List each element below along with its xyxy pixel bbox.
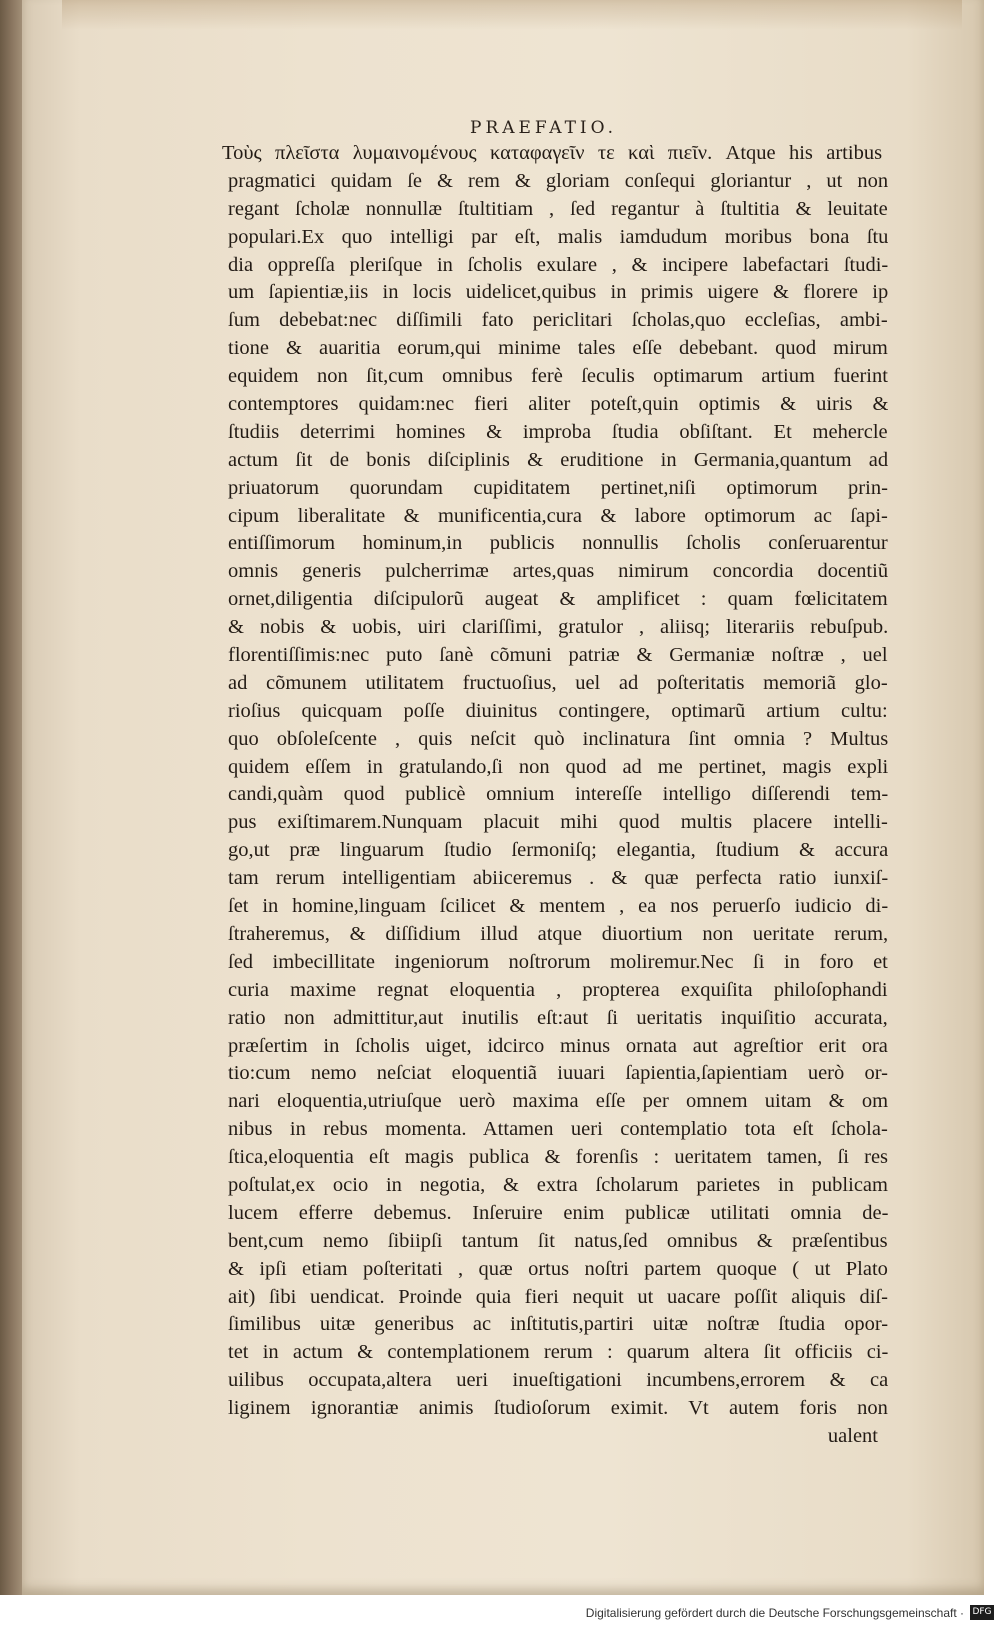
- text-line: nari eloquentia,utriuſque uerò maxima eſſe per omnem uitam & om: [228, 1090, 888, 1113]
- text-line: dia oppreſſa pleriſque in ſcholis exulare , & incipere labefactari ſtudi-: [228, 253, 888, 276]
- text-line: ſet in homine,linguam ſcilicet & mentem , ea nos peruerſo iudicio di-: [228, 895, 888, 918]
- text-line: tam rerum intelligentiam abiiceremus . & quæ perfecta ratio iunxiſ-: [228, 867, 888, 890]
- body-text: [222, 140, 888, 1451]
- text-line: quidem eſſem in gratulando,ſi non quod ad me pertinet, magis expli: [228, 755, 888, 778]
- text-line: pragmatici quidam ſe & rem & gloriam conſequi gloriantur , ut non: [228, 169, 888, 192]
- text-line: nibus in rebus momenta. Attamen ueri contemplatio tota eſt ſchola-: [228, 1118, 888, 1141]
- text-line: curia maxime regnat eloquentia , propterea exquiſita philoſophandi: [228, 978, 888, 1001]
- text-line: uilibus occupata,altera ueri inueſtigationi incumbens,errorem & ca: [228, 1369, 888, 1392]
- text-line: & ipſi etiam poſteritati , quæ ortus noſtri partem quoque ( ut Plato: [228, 1257, 888, 1280]
- text-line: ratio non admittitur,aut inutilis eſt:aut ſi ueritatis inquiſitio accurata,: [228, 1006, 888, 1029]
- text-line: pus exiſtimarem.Nunquam placuit mihi quod multis placere intelli-: [228, 811, 888, 834]
- text-line: ſtudiis deterrimi homines & improba ſtudia obſiſtant. Et mehercle: [228, 420, 888, 443]
- running-header: PRAEFATIO.: [470, 118, 617, 138]
- text-line: florentiſſimis:nec puto ſanè cõmuni patriæ & Germaniæ noſtræ , uel: [228, 644, 888, 667]
- text-line: ualent: [827, 1424, 878, 1447]
- text-line: præſertim in ſcholis uiget, idcirco minus ornata aut agreſtior erit ora: [228, 1034, 888, 1057]
- text-line: priuatorum quorundam cupiditatem pertinet,niſi optimorum prin-: [228, 476, 888, 499]
- text-line: ait) ſibi uendicat. Proinde quia fieri nequit ut uacare poſſit aliquis diſ-: [228, 1285, 888, 1308]
- text-line: lucem efferre debemus. Inſeruire enim publicæ utilitati omnia de-: [228, 1201, 888, 1224]
- text-line: omnis generis pulcherrimæ artes,quas nimirum concordia docentiũ: [228, 560, 888, 583]
- text-line: ſed imbecillitate ingeniorum noſtrorum moliremur.Nec ſi in foro et: [228, 950, 888, 973]
- digitization-footer: [0, 1600, 1000, 1629]
- text-line: ornet,diligentia diſcipulorũ augeat & amplificet : quam fœlicitatem: [228, 588, 888, 611]
- text-line: cipum liberalitate & munificentia,cura & labore optimorum ac ſapi-: [228, 504, 888, 527]
- text-line: quo obſoleſcente , quis neſcit quò inclinatura ſint omnia ? Multus: [228, 727, 888, 750]
- text-line: rioſius quicquam poſſe diuinitus contingere, optimarũ artium cultu:: [228, 699, 888, 722]
- text-line: tione & auaritia eorum,qui minime tales eſſe debebant. quod mirum: [228, 337, 888, 360]
- text-line: candi,quàm quod publicè omnium intereſſe intelligo diſſerendi tem-: [228, 783, 888, 806]
- text-line: ſtraheremus, & diſſidium illud atque diuortium non ueritate rerum,: [228, 922, 888, 945]
- text-line: ſimilibus uitæ generibus ac inſtitutis,partiri uitæ noſtræ ſtudia opor-: [228, 1313, 888, 1336]
- text-line: Τοὺς πλεῖστα λυμαινομένους καταφαγεῖν τε καὶ πιεῖν. Atque his artibus: [222, 142, 883, 164]
- text-line: tet in actum & contemplationem rerum : quarum altera ſit officiis ci-: [228, 1341, 888, 1364]
- text-line: bent,cum nemo ſibiipſi tantum ſit natus,ſed omnibus & præſentibus: [228, 1229, 888, 1252]
- text-line: actum ſit de bonis diſciplinis & eruditione in Germania,quantum ad: [228, 448, 888, 471]
- text-line: contemptores quidam:nec fieri aliter poteſt,quin optimis & uiris &: [228, 393, 888, 416]
- text-line: go,ut præ linguarum ſtudio ſermoniſq; elegantia, ſtudium & accura: [228, 839, 888, 862]
- text-line: populari.Ex quo intelligi par eſt, malis iamdudum moribus bona ſtu: [228, 225, 888, 248]
- paper-stain: [62, 0, 962, 30]
- text-line: poſtulat,ex ocio in negotia, & extra ſcholarum parietes in publicam: [228, 1173, 888, 1196]
- text-line: equidem non ſit,cum omnibus ferè ſeculis optimarum artium fuerint: [228, 365, 888, 388]
- text-line: entiſſimorum hominum,in publicis nonnullis ſcholis conſeruarentur: [228, 532, 888, 555]
- text-line: ad cõmunem utilitatem fructuoſius, uel ad poſteritatis memoriã glo-: [228, 671, 888, 694]
- text-line: ſtica,eloquentia eſt magis publica & forenſis : ueritatem tamen, ſi res: [228, 1146, 888, 1169]
- text-line: ſum debebat:nec diſſimili fato periclitari ſcholas,quo eccleſias, ambi-: [228, 309, 888, 332]
- dfg-logo-icon: DFG: [970, 1605, 994, 1620]
- text-line: & nobis & uobis, uiri clariſſimi, gratulor , aliisq; literariis rebuſpub.: [228, 616, 888, 639]
- text-line: tio:cum nemo neſciat eloquentiã iuuari ſapientia,ſapientiam uerò or-: [228, 1062, 888, 1085]
- text-line: um ſapientiæ,iis in locis uidelicet,quibus in primis uigere & florere ip: [228, 281, 888, 304]
- text-line: regant ſcholæ nonnullæ ſtultitiam , ſed regantur à ſtultitia & leuitate: [228, 197, 888, 220]
- footer-credit-text: Digitalisierung gefördert durch die Deutsche Forschungsgemeinschaft ·: [585, 1606, 964, 1620]
- text-line: liginem ignorantiæ animis ſtudioſorum eximit. Vt autem foris non: [228, 1397, 888, 1420]
